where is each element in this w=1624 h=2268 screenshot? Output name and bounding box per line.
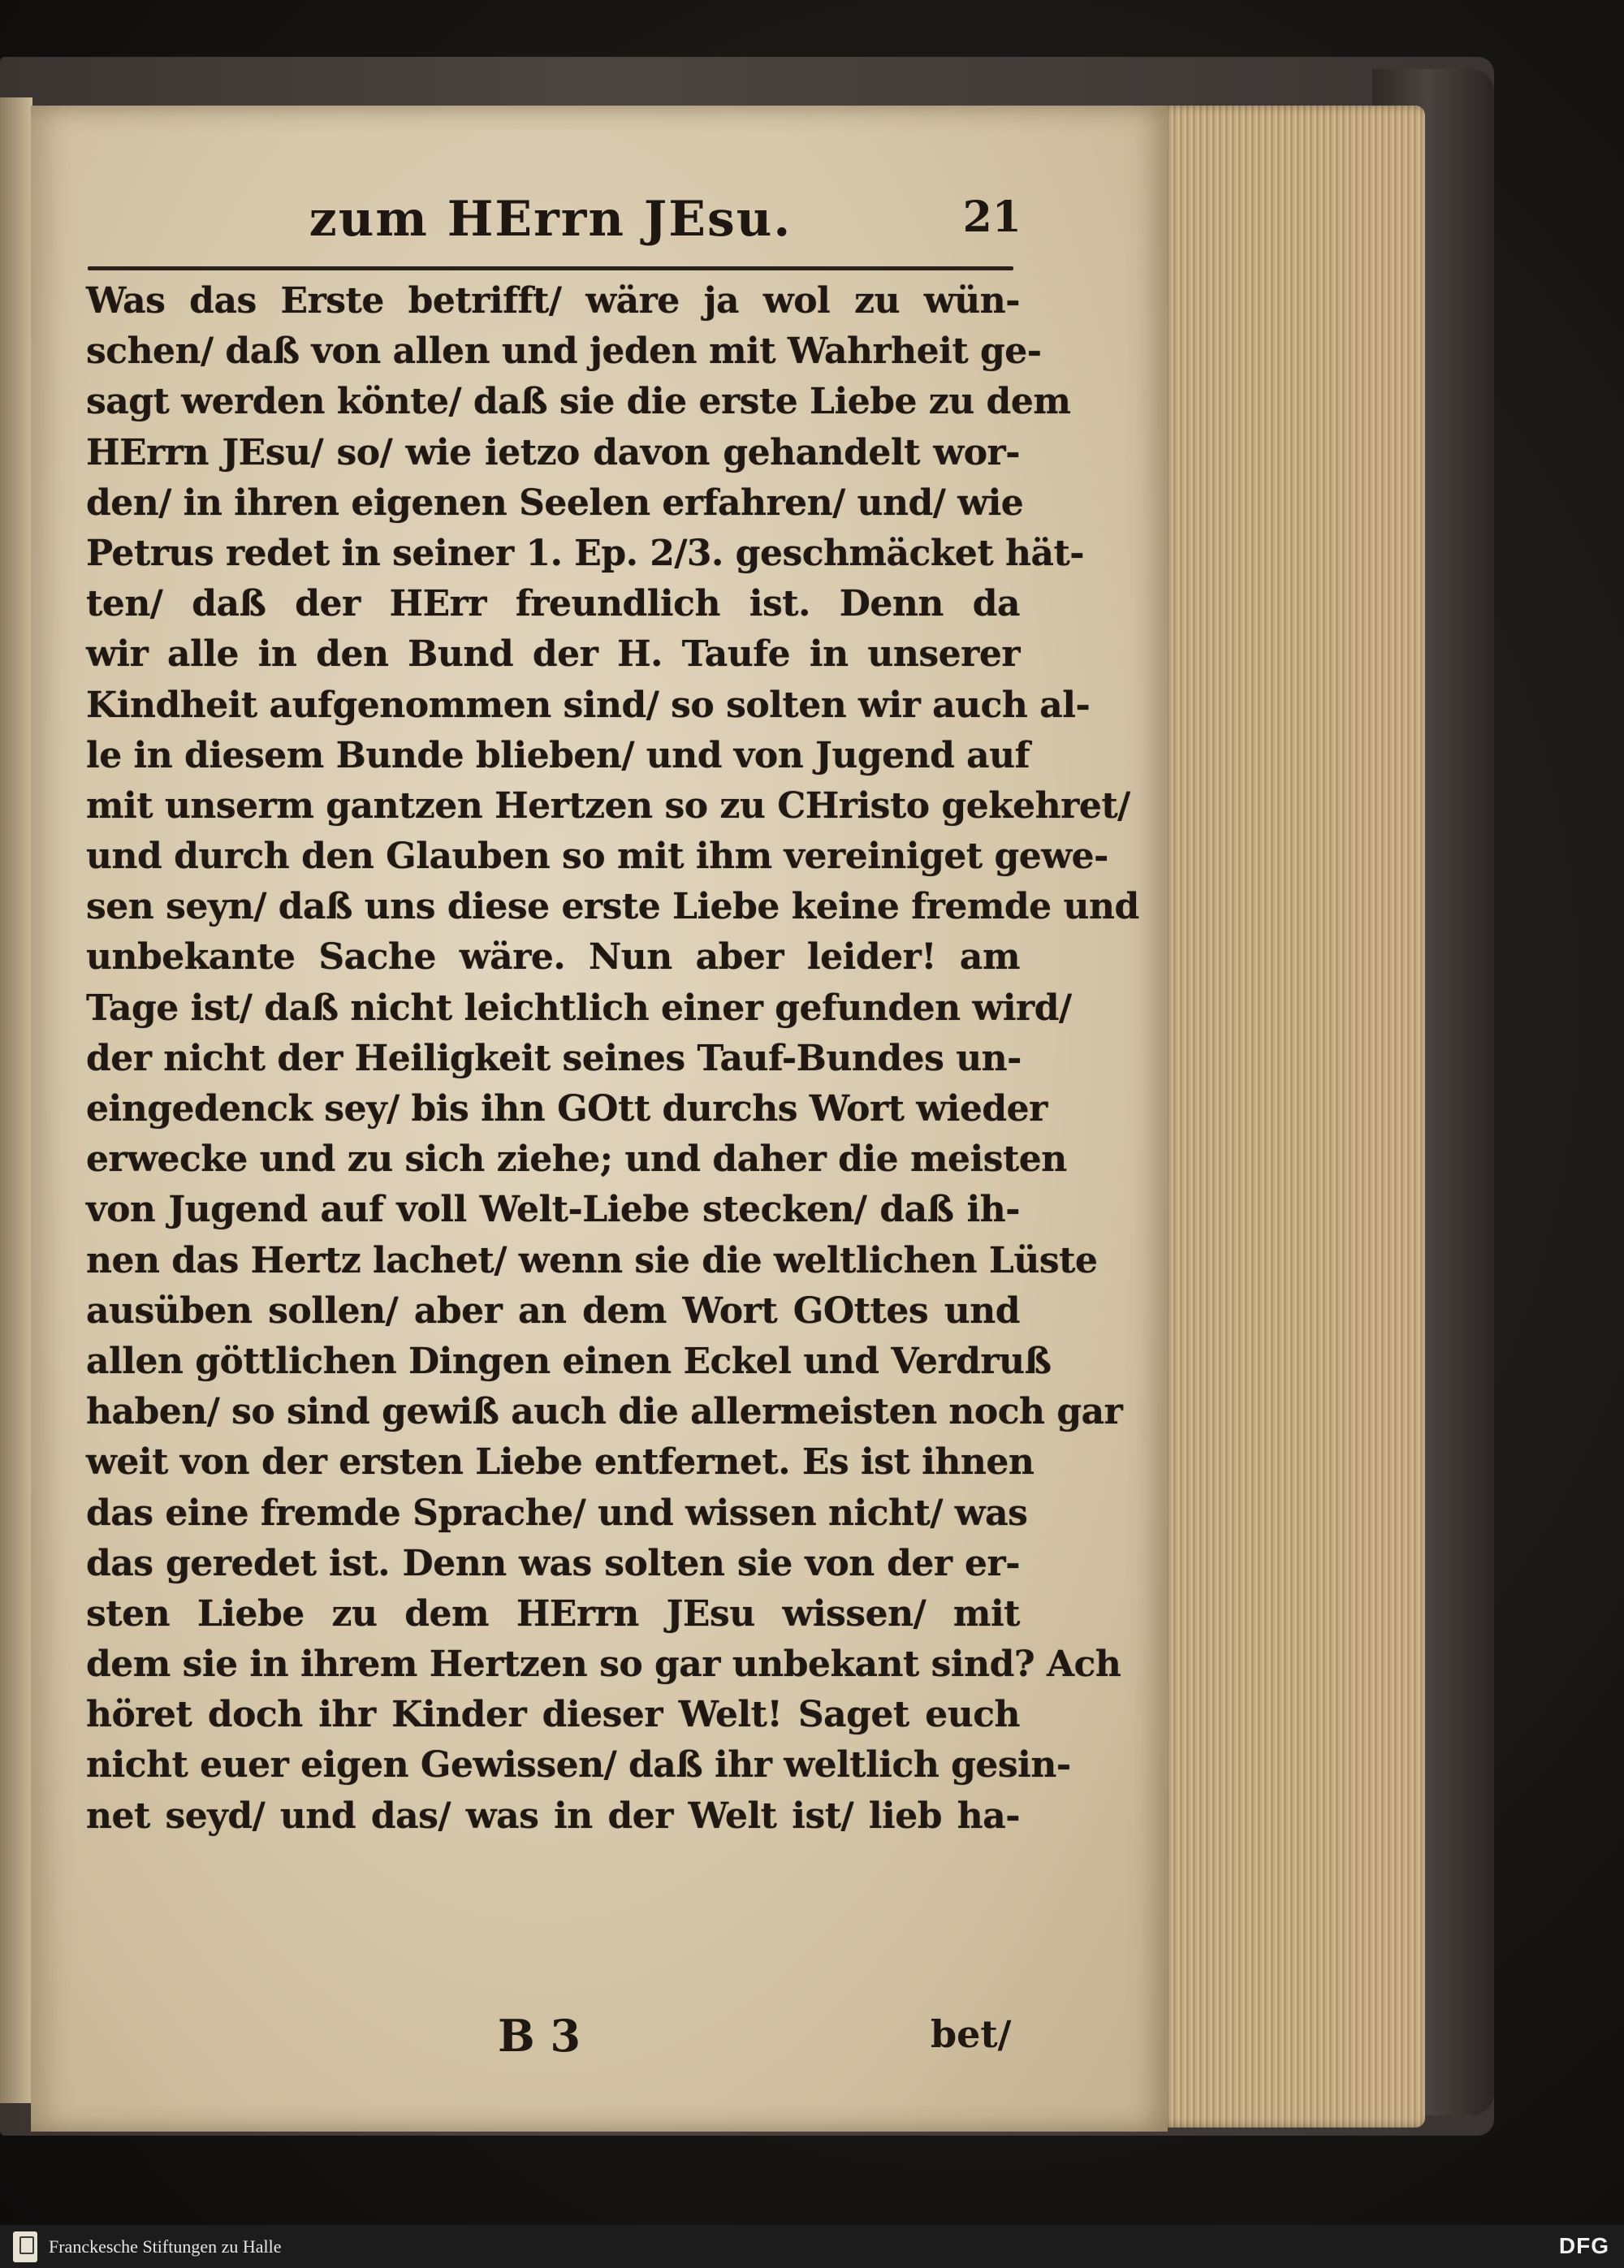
running-head-title: zum HErrn JEsu. (309, 191, 793, 248)
text-line: von Jugend auf voll Welt-Liebe stecken/ daß ih- (86, 1189, 1020, 1231)
text-line: unbekante Sache wäre. Nun aber leider! am (86, 936, 1020, 978)
text-line: Kindheit aufgenommen sind/ so solten wir auch al- (86, 684, 1091, 726)
text-line: le in diesem Bunde blieben/ und von Jugend auf (86, 734, 1030, 776)
text-line: mit unserm gantzen Hertzen so zu CHristo gekehret/ (86, 784, 1130, 827)
page-stack-fore-edge (1157, 106, 1425, 2128)
text-line: und durch den Glauben so mit ihm vereiniget gewe- (86, 836, 1108, 878)
text-line: haben/ so sind gewiß auch die allermeisten noch gar (86, 1391, 1123, 1433)
text-line: HErrn JEsu/ so/ wie ietzo davon gehandelt wor- (86, 431, 1020, 473)
text-line: sagt werden könte/ daß sie die erste Liebe zu dem (86, 381, 1071, 423)
text-line: nen das Hertz lachet/ wenn sie die weltlichen Lüste (86, 1239, 1098, 1281)
text-line: wir alle in den Bund der H. Taufe in unserer (86, 633, 1020, 676)
text-line: das eine fremde Sprache/ und wissen nicht/ was (86, 1492, 1028, 1534)
text-line: das geredet ist. Denn was solten sie von der er- (86, 1542, 1020, 1584)
facing-page-edge (0, 97, 32, 2103)
text-line: ausüben sollen/ aber an dem Wort GOttes und (86, 1290, 1020, 1332)
text-line: der nicht der Heiligkeit seines Tauf-Bundes un- (86, 1037, 1021, 1079)
text-line: Tage ist/ daß nicht leichtlich einer gefunden wird/ (86, 987, 1072, 1029)
footer-bar (0, 2225, 1624, 2268)
text-line: weit von der ersten Liebe entfernet. Es ist ihnen (86, 1441, 1034, 1484)
text-line: ten/ daß der HErr freundlich ist. Denn da (86, 583, 1020, 625)
catchword: bet/ (931, 2012, 1012, 2056)
text-line: nicht euer eigen Gewissen/ daß ihr weltlich gesin- (86, 1744, 1071, 1786)
text-line: erwecke und zu sich ziehe; und daher die meisten (86, 1138, 1067, 1181)
institution-name: Franckesche Stiftungen zu Halle (49, 2236, 282, 2257)
text-line: Petrus redet in seiner 1. Ep. 2/3. geschmäcket hät- (86, 532, 1085, 574)
text-line: sen seyn/ daß uns diese erste Liebe keine fremde und (86, 886, 1139, 928)
text-line: schen/ daß von allen und jeden mit Wahrheit ge- (86, 330, 1042, 373)
book-page (31, 106, 1168, 2132)
text-line: net seyd/ und das/ was in der Welt ist/ lieb ha- (86, 1795, 1020, 1837)
text-line: sten Liebe zu dem HErrn JEsu wissen/ mit (86, 1592, 1020, 1635)
text-line: den/ in ihren eigenen Seelen erfahren/ und/ wie (86, 482, 1024, 524)
text-line: höret doch ihr Kinder dieser Welt! Saget euch (86, 1694, 1020, 1736)
signature-mark: B 3 (498, 2010, 581, 2062)
dfg-logo: DFG (1558, 2233, 1609, 2258)
page-number: 21 (962, 192, 1021, 242)
body-text (86, 276, 1139, 1842)
text-line: eingedenck sey/ bis ihn GOtt durchs Wort wieder (86, 1088, 1047, 1130)
text-line: allen göttlichen Dingen einen Eckel und Verdruß (86, 1340, 1052, 1382)
text-line: Was das Erste betrifft/ wäre ja wol zu wün- (86, 280, 1020, 322)
header-rule (88, 266, 1013, 270)
institution-logo-icon (13, 2231, 37, 2262)
running-head (88, 191, 1021, 256)
text-line: dem sie in ihrem Hertzen so gar unbekant sind? Ach (86, 1644, 1121, 1686)
